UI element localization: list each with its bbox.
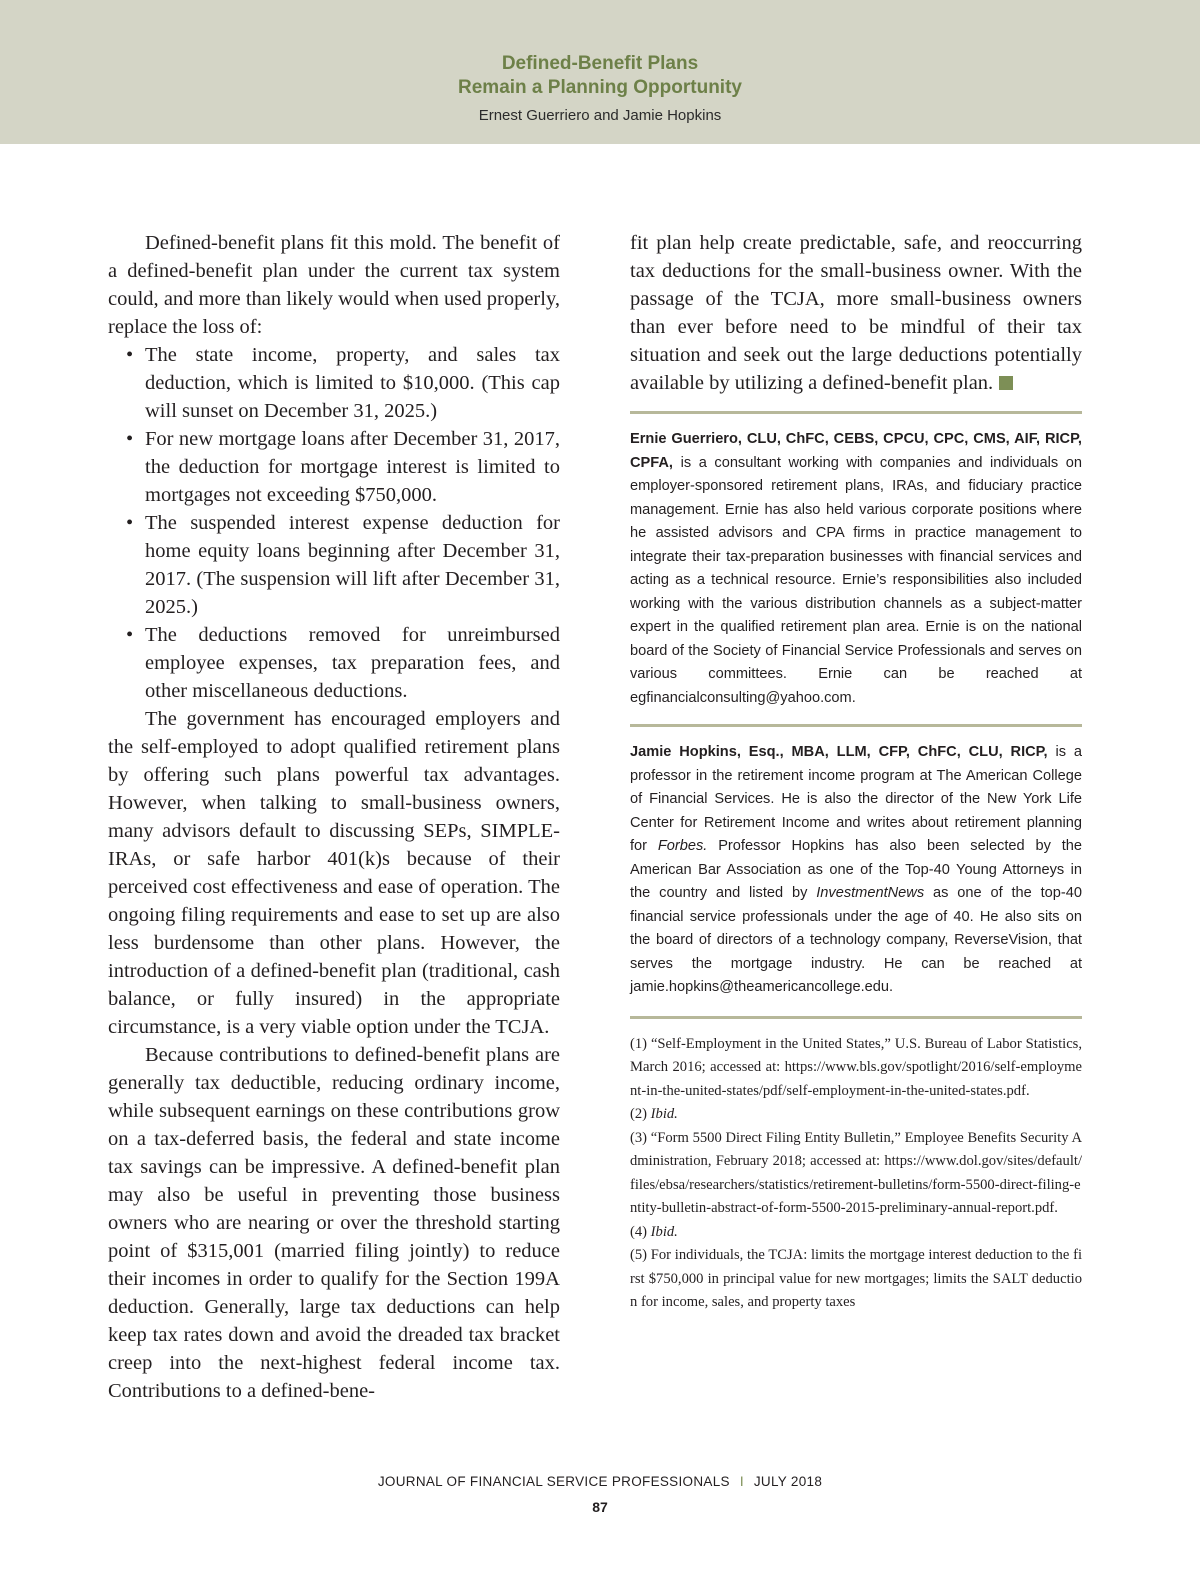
publication-name: InvestmentNews xyxy=(816,885,925,901)
author-name-credentials: Jamie Hopkins, Esq., MBA, LLM, CFP, ChFC, CLU, RICP, xyxy=(630,744,1048,760)
endnote xyxy=(630,1103,1082,1127)
paragraph: The government has encouraged employers and the self-employed to adopt qualified retirement plans by offering such plans powerful tax advantages. However, when talking to small-business owners, many advisors default to discussing SEPs, SIMPLE-IRAs, or safe harbor 401(k)s because of their perceived cost effectiveness and ease of operation. The ongoing filing requirements and ease to set up are also less burdensome than other plans. However, the introduction of a defined-benefit plan (traditional, cash balance, or fully insured) in the appropriate circumstance, is a very viable option under the TCJA. xyxy=(108,708,560,1038)
page-number: 87 xyxy=(592,1499,608,1515)
endnote: (3) “Form 5500 Direct Filing Entity Bulletin,” Employee Benefits Security Administration, February 2018; accessed at: https://www.dol.gov/sites/default/files/ebsa/researchers/statistics/retirement-bulletins/form-5500-direct-filing-entity-bulletin-abstract-of-form-5500-2015-preliminary-annual-report.pdf. xyxy=(630,1129,1082,1216)
endnote-ibid: Ibid. xyxy=(650,1223,678,1240)
endnotes xyxy=(630,1033,1082,1315)
divider xyxy=(630,724,1082,727)
bullet-list xyxy=(108,341,560,705)
author-bio-hopkins xyxy=(630,741,1082,1000)
article-title-line-1: Defined-Benefit Plans xyxy=(501,53,699,74)
page-header xyxy=(0,0,1200,144)
paragraph: Defined-benefit plans fit this mold. The benefit of a defined-benefit plan under the current tax system could, and more than likely would when used properly, replace the loss of: xyxy=(108,232,560,338)
bio-text: Professor Hopkins has also been selected by the American Bar Association as one of the Top-40 Young Attorneys in the country and listed by xyxy=(630,838,1083,901)
publication-name: Forbes. xyxy=(657,838,708,854)
issue-date: JULY 2018 xyxy=(753,1474,823,1489)
endnote: (5) For individuals, the TCJA: limits the mortgage interest deduction to the first $750,000 in principal value for new mortgages; limits the SALT deduction for income, sales, and property taxes xyxy=(630,1247,1082,1310)
bullet-item: • For new mortgage loans after December 31, 2017, the deduction for mortgage interest is limited to mortgages not exceeding $750,000. xyxy=(108,425,560,509)
article-authors: Ernest Guerriero and Jamie Hopkins xyxy=(478,107,722,124)
journal-name: JOURNAL OF FINANCIAL SERVICE PROFESSIONALS xyxy=(377,1474,730,1489)
divider xyxy=(630,1016,1082,1019)
endnote-number: (2) xyxy=(630,1106,651,1122)
right-column xyxy=(630,229,1082,1315)
divider xyxy=(630,411,1082,414)
article-title-line-2: Remain a Planning Opportunity xyxy=(458,77,742,98)
page-footer xyxy=(0,1474,1200,1489)
left-column xyxy=(108,229,560,1405)
bullet-item: • The deductions removed for unreimbursed employee expenses, tax preparation fees, and other miscellaneous deductions. xyxy=(108,621,560,705)
author-bio-guerriero xyxy=(630,428,1082,710)
paragraph-continuation xyxy=(630,229,1082,397)
endnote xyxy=(630,1221,1082,1245)
endnote-ibid: Ibid. xyxy=(650,1106,678,1122)
continuation-text: fit plan help create predictable, safe, and reoccurring tax deductions for the small-business owner. With the passage of the TCJA, more small-business owners than ever before need to be mindful of their tax situation and seek out the large deductions potentially available by utilizing a defined-benefit plan. xyxy=(630,232,1082,394)
bio-text: is a consultant working with companies and individuals on employer-sponsored retirement plans, IRAs, and fiduciary practice management. Ernie has also held various corporate positions where he assisted advisors and CPA firms in practice management to integrate their tax-preparation businesses with financial services and acting as a technical resource. Ernie’s responsibilities also included working with the various distribution channels as a subject-matter expert in the qualified retirement plan area. Ernie is on the national board of the Society of Financial Service Professionals and serves on various committees. Ernie can be reached at egfinancialconsulting@yahoo.com. xyxy=(630,454,1082,706)
paragraph: Because contributions to defined-benefit plans are generally tax deductible, reducing ordinary income, while subsequent earnings on these contributions grow on a tax-deferred basis, the federal and state income tax savings can be impressive. A defined-benefit plan may also be useful in preventing those business owners who are nearing or over the threshold starting point of $315,001 (married filing jointly) to reduce their incomes in order to qualify for the Section 199A deduction. Generally, large tax deductions can help keep tax rates down and avoid the dreaded tax bracket creep into the next-highest federal income tax. Contributions to a defined-bene- xyxy=(108,1044,560,1402)
bio-text: as one of the top-40 financial service professionals under the age of 40. He also sits on the board of directors of a technology company, ReverseVision, that serves the mortgage industry. He can be reached at jamie.hopkins@theamericancollege.edu. xyxy=(630,885,1082,995)
end-of-article-mark xyxy=(999,376,1013,390)
endnote: (1) “Self-Employment in the United States,” U.S. Bureau of Labor Statistics, March 2016; accessed at: https://www.bls.gov/spotlight/2016/self-employment-in-the-united-states/pdf/self-employment-in-the-united-states.pdf. xyxy=(630,1035,1082,1099)
endnote-number: (4) xyxy=(630,1223,651,1240)
bio-text: is a professor in the retirement income program at The American College of Financial Services. He is also the director of the New York Life Center for Retirement Income and writes about retirement planning for xyxy=(630,744,1082,854)
footer-separator: I xyxy=(739,1474,744,1489)
author-name-credentials: Ernie Guerriero, CLU, ChFC, CEBS, CPCU, CPC, CMS, AIF, RICP, CPFA, xyxy=(630,431,1082,471)
bullet-item: • The suspended interest expense deduction for home equity loans beginning after December 31, 2017. (The suspension will lift after December 31, 2025.) xyxy=(108,509,560,621)
bullet-item: • The state income, property, and sales tax deduction, which is limited to $10,000. (This cap will sunset on December 31, 2025.) xyxy=(108,341,560,425)
